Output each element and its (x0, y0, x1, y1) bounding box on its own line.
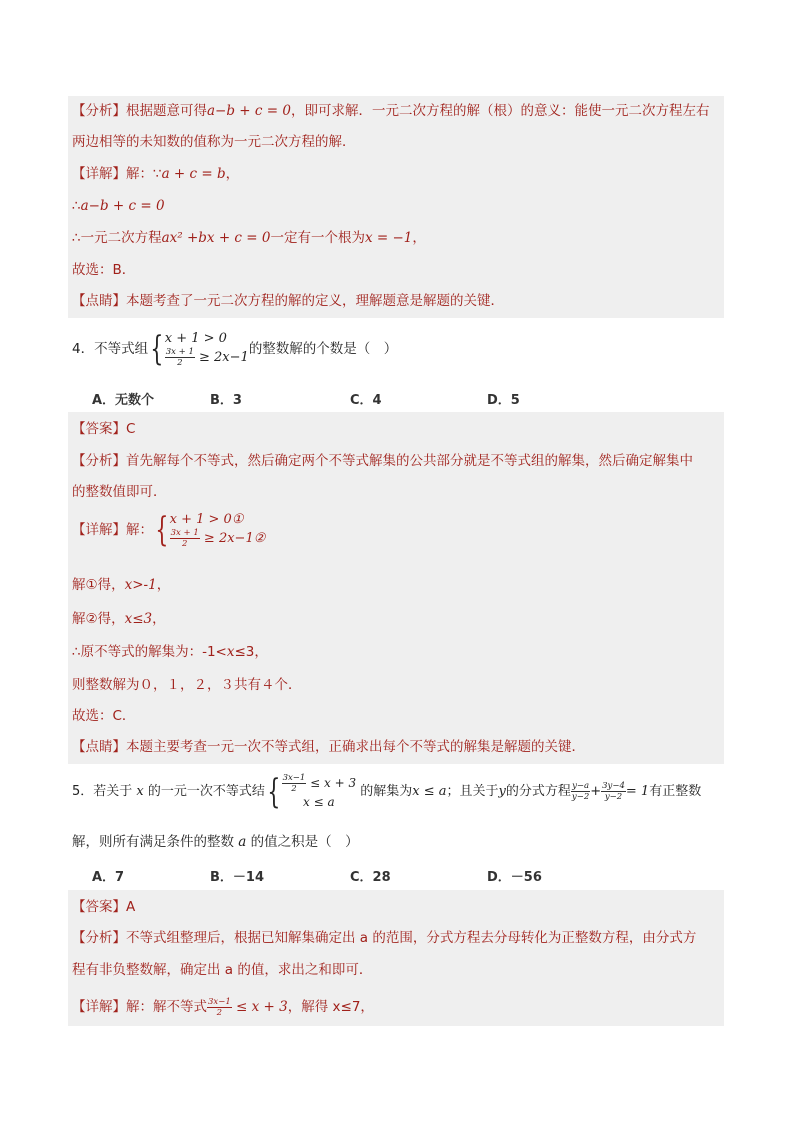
step-3: ∴原不等式的解集为：-1<x≤3， (72, 644, 268, 660)
fraction: $\frac{3x-1}{2}$ (208, 996, 231, 1018)
question-4: 4．不等式组{ x + 1 > 0 $\frac{3x + 1}{2}$ ≥ 2x−1 的整数解的个数是（ ） (72, 329, 398, 369)
fraction: $\frac{y-a}{y-2}$ (571, 781, 590, 802)
answer-line: 【答案】A (72, 899, 136, 915)
option-b: B．3 (210, 393, 242, 408)
detail-step-1: ∴a−b + c = 0 (72, 198, 165, 214)
analysis-line-1: 【分析】根据题意可得a−b + c = 0，即可求解．一元二次方程的解（根）的意义：能使一元二次方程左右 (72, 103, 710, 119)
brace-icon: { (150, 329, 164, 369)
solution-block-3 (68, 96, 724, 318)
option-c: C．4 (350, 393, 382, 408)
analysis-line-1: 【分析】不等式组整理后，根据已知解集确定出 a 的范围，分式方程去分母转化为正整数方程，由分式方 (72, 930, 697, 946)
option-a: A．无数个 (92, 393, 155, 408)
option-a: A．7 (92, 870, 125, 885)
inequality-system: x + 1 > 0① $\frac{3x + 1}{2}$ ≥ 2x−1② (169, 512, 266, 549)
fraction: $\frac{3y-4}{y-2}$ (602, 781, 625, 802)
inequality-system: $\frac{3x-1}{2}$ ≤ x + 3 x ≤ a (282, 772, 357, 809)
fraction: $\frac{3x-1}{2}$ (282, 772, 306, 794)
detail-line: 【详解】解：解不等式 $\frac{3x-1}{2}$ ≤ x + 3，解得 x≤7， (72, 996, 374, 1018)
analysis-line-1: 【分析】首先解每个不等式，然后确定两个不等式解集的公共部分就是不等式组的解集，然后确定解集中 (72, 453, 693, 469)
brace-icon: { (267, 771, 281, 812)
inequality-system: x + 1 > 0 $\frac{3x + 1}{2}$ ≥ 2x−1 (164, 331, 249, 368)
fraction: $\frac{3x + 1}{2}$ (165, 347, 194, 368)
review-line: 【点睛】本题考查了一元二次方程的解的定义，理解题意是解题的关键． (72, 293, 504, 309)
detail-step-2: ∴一元二次方程ax² +bx + c = 0一定有一个根为x = −1， (72, 230, 426, 246)
option-c: C．28 (350, 870, 391, 885)
step-4: 则整数解为０，１，２，３共有４个． (72, 677, 302, 693)
fraction: $\frac{3x + 1}{2}$ (170, 528, 199, 549)
answer-line: 【答案】C (72, 421, 136, 437)
option-d: D．－56 (487, 870, 542, 885)
option-b: B．－14 (210, 870, 264, 885)
question-5-line-2: 解，则所有满足条件的整数 a 的值之积是（ ） (72, 834, 359, 850)
detail-line: 【详解】解：∵a + c = b， (72, 166, 240, 182)
step-1: 解①得，x>-1， (72, 577, 171, 593)
step-2: 解②得，x≤3， (72, 611, 166, 627)
question-5: 5．若关于 x 的一元一次不等式结{ $\frac{3x-1}{2}$ ≤ x + 3 x ≤ a 的解集为x ≤ a；且关于y的分式方程 $\frac{y-a}{y-2}$ + $\frac{3y-4}{y-2}$ = 1有正整数 (72, 771, 702, 812)
option-d: D．5 (487, 393, 520, 408)
brace-icon: { (155, 510, 169, 550)
choose-line: 故选：B． (72, 262, 136, 278)
analysis-line-2: 的整数值即可． (72, 484, 167, 500)
review-line: 【点睛】本题主要考查一元一次不等式组，正确求出每个不等式的解集是解题的关键． (72, 739, 585, 755)
choose-line: 故选：C． (72, 708, 136, 724)
detail-line: 【详解】解：{ x + 1 > 0① $\frac{3x + 1}{2}$ ≥ 2x−1② (72, 510, 266, 550)
analysis-line-2: 程有非负整数解，确定出 a 的值，求出之和即可． (72, 962, 373, 978)
analysis-line-2: 两边相等的未知数的值称为一元二次方程的解． (72, 134, 356, 150)
